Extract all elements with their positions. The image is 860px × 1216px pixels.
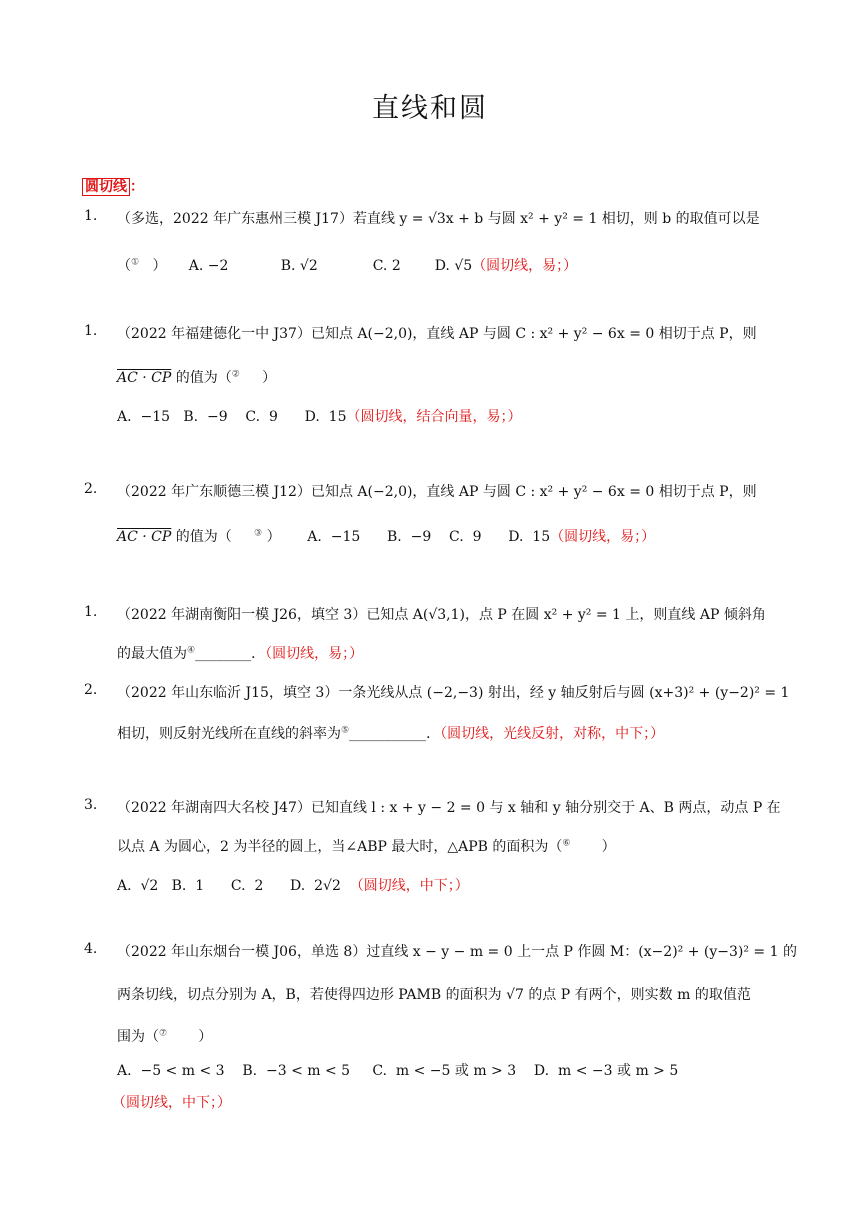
problem-6-line2 [117,836,616,856]
problem-4-period: ． [251,646,266,662]
problem-1-option-b: B. √2 [280,258,318,274]
problem-4-blank: ________ [195,646,252,662]
problem-1-option-d: D. √5 [434,258,473,274]
problem-5-tag: （圆切线，光线反射，对称，中下；） [440,726,665,742]
section-label: 圆切线 [82,178,130,196]
problem-5-marker: ⑤ [341,725,350,736]
problem-7-tag-text: （圆切线，中下；） [112,1095,231,1111]
problem-3-number: 2. [84,481,98,497]
problem-7-options: A. −5 < m < 3 B. −3 < m < 5 C. m < −5 或 m > 3 D. m < −3 或 m > 5 [117,1063,679,1079]
problem-2-number: 1. [84,323,98,339]
problem-4-line2 [117,643,363,663]
problem-2-line2 [117,367,276,387]
problem-2-marker: ② [231,369,240,380]
problem-5-line1: （2022 年山东临沂 J15，填空 3）一条光线从点 (−2,−3) 射出，经 y 轴反射后与圆 (x+3)² + (y−2)² = 1 [117,685,790,701]
problem-1-line1: （多选，2022 年广东惠州三模 J17）若直线 y = √3x + b 与圆 x² + y² = 1 相切，则 b 的取值可以是 [117,211,760,227]
problem-7-paren-close: ） [198,1029,213,1045]
problem-3-marker: ③ [254,528,263,539]
page-title: 直线和圆 [372,93,488,124]
problem-6-options-text: A. √2 B. 1 C. 2 D. 2√2 [117,878,341,894]
problem-1-marker: ① [131,257,140,268]
problem-4-question: 的最大值为 [117,646,187,662]
problem-6-line1: （2022 年湖南四大名校 J47）已知直线 l : x + y − 2 = 0 与 x 轴和 y 轴分别交于 A、B 两点，动点 P 在 [117,800,781,816]
problem-4-marker: ④ [187,645,196,656]
problem-1-paren-open: （ [117,258,131,274]
problem-7-line2: 两条切线，切点分别为 A，B，若使得四边形 PAMB 的面积为 √7 的点 P 有两个，则实数 m 的取值范 [117,987,751,1003]
problem-1-number: 1. [84,208,98,224]
problem-7-question: 围为（ [117,1029,159,1045]
section-colon: ： [130,179,144,195]
problem-1-line2 [117,255,577,275]
problem-3-paren-close: ） [266,529,281,545]
problem-7-number: 4. [84,941,98,957]
problem-5-line2 [117,723,664,743]
problem-1-option-c: C. 2 [372,258,401,274]
problem-2-options [117,406,522,426]
problem-6-paren-close: ） [601,839,616,855]
problem-3-line2 [117,526,655,546]
problem-1-option-a: A. −2 [188,258,229,274]
problem-6-question: 以点 A 为圆心，2 为半径的圆上，当∠ABP 最大时，△APB 的面积为（ [117,839,563,855]
problem-5-question: 相切，则反射光线所在直线的斜率为 [117,726,341,742]
problem-6-number: 3. [84,797,98,813]
problem-2-tag: （圆切线，结合向量，易；） [346,409,522,425]
problem-7-line3 [117,1026,212,1046]
problem-3-line1: （2022 年广东顺德三模 J12）已知点 A(−2,0)，直线 AP 与圆 C : x² + y² − 6x = 0 相切于点 P，则 [117,484,757,500]
problem-1-tag: （圆切线，易；） [472,258,578,274]
problem-3-question: 的值为（ [175,529,232,545]
problem-2-paren-close: ） [262,370,277,386]
problem-7-tag [112,1092,231,1112]
problem-3-vector: AC · CP [117,529,172,545]
problem-2-line1: （2022 年福建德化一中 J37）已知点 A(−2,0)，直线 AP 与圆 C : x² + y² − 6x = 0 相切于点 P，则 [117,326,757,342]
problem-1-paren-close: ） [152,258,167,274]
problem-6-tag: （圆切线，中下；） [349,878,469,894]
section-heading [82,176,144,196]
problem-5-blank: ___________ [349,726,427,742]
problem-5-period: ． [426,726,441,742]
problem-5-number: 2. [84,682,98,698]
problem-2-vector: AC · CP [117,370,172,386]
problem-3-tag: （圆切线，易；） [550,529,656,545]
problem-2-question: 的值为（ [175,370,232,386]
problem-3-options-text: A. −15 B. −9 C. 9 D. 15 [307,529,551,545]
problem-7-marker: ⑦ [159,1028,168,1039]
problem-4-line1: （2022 年湖南衡阳一模 J26，填空 3）已知点 A(√3,1)，点 P 在圆 x² + y² = 1 上，则直线 AP 倾斜角 [117,607,766,623]
problem-7-line1: （2022 年山东烟台一模 J06，单选 8）过直线 x − y − m = 0 上一点 P 作圆 M：(x−2)² + (y−3)² = 1 的 [117,944,797,960]
problem-4-number: 1. [84,604,98,620]
problem-4-tag: （圆切线，易；） [265,646,364,662]
problem-6-options [117,875,469,895]
problem-6-marker: ⑥ [562,838,571,849]
problem-2-options-text: A. −15 B. −9 C. 9 D. 15 [117,409,347,425]
